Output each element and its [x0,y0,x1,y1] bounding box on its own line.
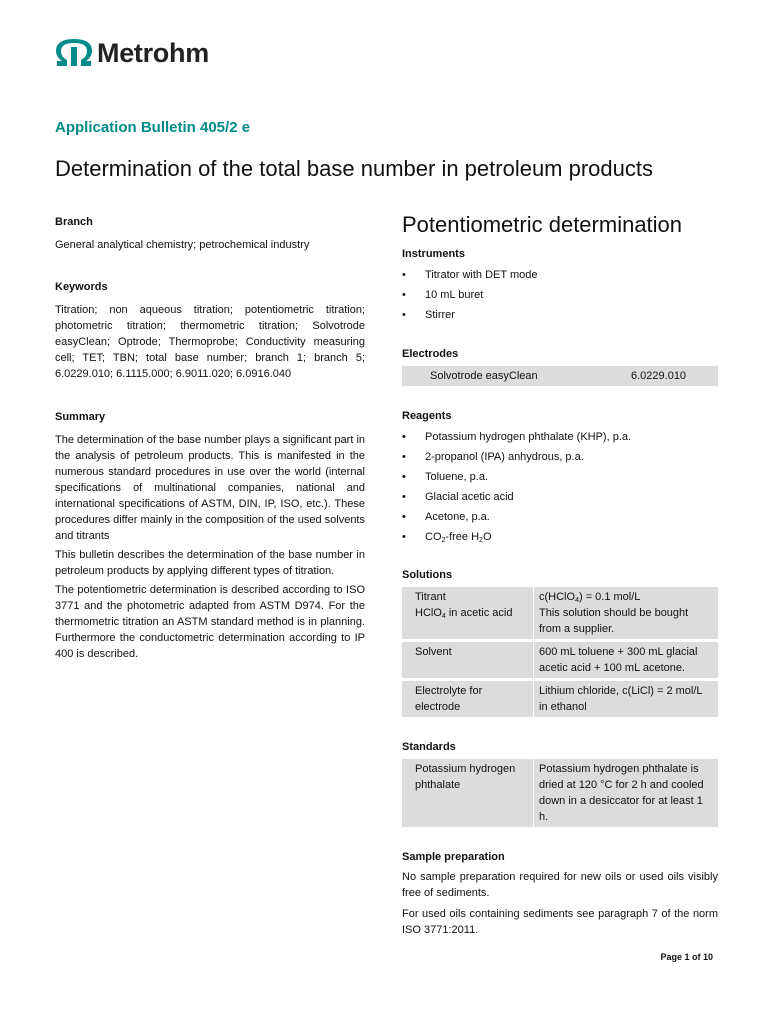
table-row [402,587,718,641]
omega-logo-icon [55,39,93,67]
electrodes-table [402,366,718,389]
titrant-label: Titrant [415,591,446,603]
summary-paragraph-3: The potentiometric determination is described according to ISO 3771 and the photometric adapted from ASTM D974. For the thermometric titration an ASTM standard method is in planning. Furthermore the conductometric determination according to IP 400 is described. [55,584,365,660]
page-number: Page 1 of 10 [660,952,713,962]
standards-table [402,759,718,830]
list-item: • 2-propanol (IPA) anhydrous, p.a. [402,448,718,468]
electrode-name: Solvotrode easyClean [402,366,626,388]
instruments-list [402,266,718,326]
titrant-sublabel: HClO$_4$ in acetic acid [415,607,513,620]
page-title: Determination of the total base number in petroleum products [55,156,653,181]
table-row [402,641,718,680]
instruments-section [402,246,718,326]
o-text: O [482,531,492,543]
bulletin-number: Application Bulletin 405/2 e [55,119,251,136]
list-item: • Potassium hydrogen phthalate (KHP), p.a. [402,428,718,448]
list-item [402,528,718,548]
subscript: 2 [441,537,446,544]
section-heading: Potentiometric determination [402,212,683,237]
branch-section [55,214,365,253]
electrodes-section [402,346,718,389]
sample-preparation-section [402,849,718,938]
solutions-section [402,567,718,720]
list-item: • Titrator with DET mode [402,266,718,286]
solutions-heading: Solutions [402,569,453,581]
summary-section [55,409,365,662]
subscript: 2 [479,537,483,544]
branch-text: General analytical chemistry; petrochemical industry [55,239,310,251]
sample-preparation-paragraph-2: For used oils containing sediments see paragraph 7 of the norm ISO 3771:2011. [402,908,718,936]
free-h-text: -free H [445,531,480,543]
solution-value: Lithium chloride, c(LiCl) = 2 mol/L in ethanol [534,680,719,719]
keywords-heading: Keywords [55,281,108,293]
keywords-section [55,279,365,382]
sample-preparation-paragraph-1: No sample preparation required for new oils or used oils visibly free of sediments. [402,871,718,899]
table-row [402,680,718,719]
table-row [402,366,718,388]
solution-value [534,587,719,641]
solution-value: 600 mL toluene + 300 mL glacial acetic acid + 100 mL acetone. [534,641,719,680]
list-item: • Acetone, p.a. [402,508,718,528]
electrodes-heading: Electrodes [402,348,459,360]
list-item: • Stirrer [402,306,718,326]
logo-text: Metrohm [97,37,209,68]
reagents-heading: Reagents [402,410,452,422]
list-item: • Glacial acetic acid [402,488,718,508]
summary-paragraph-2: This bulletin describes the determination of the base number in petroleum products by applying different types of titration. [55,549,365,577]
standards-heading: Standards [402,741,456,753]
list-item: • 10 mL buret [402,286,718,306]
solution-label: Electrolyte for electrode [402,680,534,719]
solutions-table [402,587,718,720]
sample-preparation-heading: Sample preparation [402,851,505,863]
left-column [55,214,365,684]
standards-section [402,739,718,830]
keywords-text: Titration; non aqueous titration; potentiometric titration; photometric titration; thermometric titration; Solvotrode easyClean; Optrode; Thermoprobe; Conductivity measuring cell; TET; TBN; total base number; branch 1; branch 5; 6.0229.010; 6.1115.000; 6.9011.020; 6.0916.040 [55,304,365,380]
summary-paragraph-1: The determination of the base number plays a significant part in the analysis of petroleum products. This is manifested in the numerous standard procedures in use over the world (internal specifications of multinational companies, national and international specifications of ASTM, DIN, IP, ISO, etc.). These procedures differ mainly in the composition of the used solvents and titrants [55,434,366,542]
list-item: • Toluene, p.a. [402,468,718,488]
standard-value: Potassium hydrogen phthalate is dried at 120 °C for 2 h and cooled down in a desiccator for at least 1 h. [534,759,719,829]
summary-heading: Summary [55,411,106,423]
electrode-number: 6.0229.010 [626,366,718,388]
reagents-list [402,428,718,548]
solution-label [402,587,534,641]
standard-label: Potassium hydrogen phthalate [402,759,534,829]
branch-heading: Branch [55,216,93,228]
reagents-section [402,408,718,548]
solution-label: Solvent [402,641,534,680]
instruments-heading: Instruments [402,248,465,260]
titrant-concentration: c(HClO$_4$) = 0.1 mol/L [539,591,641,604]
metrohm-logo [55,38,209,68]
co2-text: CO [425,531,442,543]
table-row [402,759,718,829]
right-column [402,210,718,954]
titrant-note: This solution should be bought from a supplier. [539,607,689,635]
